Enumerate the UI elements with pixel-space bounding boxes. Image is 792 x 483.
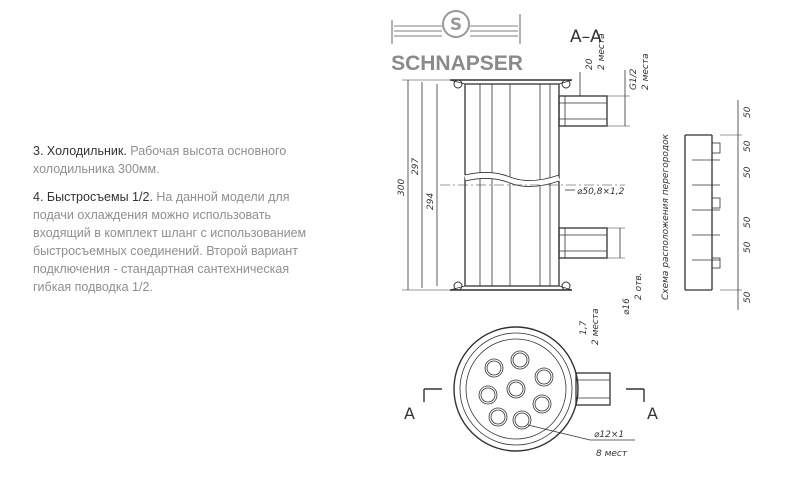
dim-1-7-places: 2 места <box>591 308 601 345</box>
paragraph-lead: 3. Холодильник. <box>33 144 127 158</box>
nozzles <box>559 96 607 258</box>
dim-297: 297 <box>411 157 421 175</box>
paragraph-lead: 4. Быстросъемы 1/2. <box>33 190 153 204</box>
baffle-dim: 50 <box>743 166 753 178</box>
baffle-dim: 50 <box>743 106 753 118</box>
dim-tube-count: 8 мест <box>596 449 628 459</box>
section-mark-left: A <box>404 404 415 423</box>
paragraph-body: На данной модели для подачи охлаждения можно использовать входящий в комплект шланг с использованием быстросъемных соединений. Второй вариант подключения - стандартная сантехническая гибкая подводка 1/2. <box>33 190 307 294</box>
baffle-dim: 50 <box>743 291 753 303</box>
paragraph-body: Рабочая высота основного холодильника 300мм. <box>33 144 287 176</box>
dim-g12-places: 2 места <box>641 53 651 90</box>
baffle-layout-label: Схема расположения перегородок <box>661 133 671 300</box>
dim-d16: ⌀16 <box>622 298 632 315</box>
end-view <box>454 327 635 459</box>
schnapser-logo <box>391 11 523 75</box>
section-title: A–A <box>570 27 602 47</box>
technical-drawing <box>380 0 792 483</box>
dim-shell-diameter: ⌀50,8×1,2 <box>577 187 625 197</box>
dim-tube-diameter: ⌀12×1 <box>594 430 625 440</box>
dim-d16-holes: 2 отв. <box>634 272 644 300</box>
baffle-layout <box>661 100 753 310</box>
side-dimensions <box>565 33 651 345</box>
dim-300: 300 <box>397 178 407 196</box>
section-mark-right: A <box>647 404 658 423</box>
baffle-dim: 50 <box>743 140 753 152</box>
dim-20: 20 <box>585 58 595 70</box>
paragraph-cooler <box>33 142 318 178</box>
dim-294: 294 <box>426 192 436 210</box>
dim-20-places: 2 места <box>597 33 607 70</box>
description-text <box>33 142 318 306</box>
paragraph-quick-connectors <box>33 188 318 296</box>
baffle-dim: 50 <box>743 216 753 228</box>
logo-monogram-icon: S <box>449 15 463 35</box>
dim-g12: G1/2 <box>629 68 639 90</box>
dim-1-7: 1,7 <box>579 320 589 335</box>
logo-text: SCHNAPSER <box>391 52 523 75</box>
baffle-dim: 50 <box>743 241 753 253</box>
